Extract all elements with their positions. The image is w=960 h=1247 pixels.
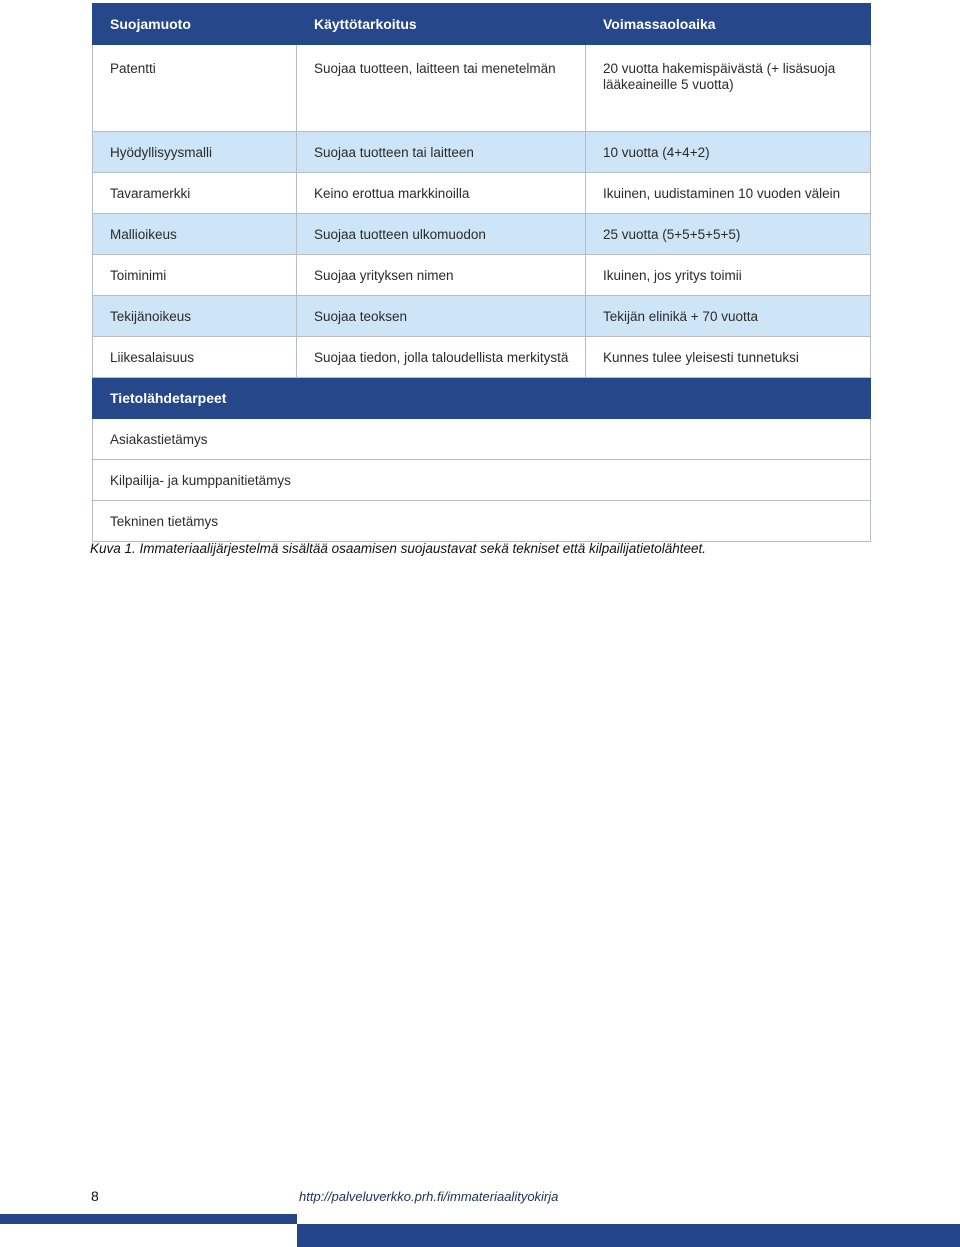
cell-protection-form: Toiminimi [93, 255, 297, 296]
cell-protection-form: Tavaramerkki [93, 173, 297, 214]
cell-protection-form: Liikesalaisuus [93, 337, 297, 378]
table-row [93, 337, 871, 378]
page-number: 8 [91, 1188, 99, 1204]
footer-url-link[interactable]: http://palveluverkko.prh.fi/immateriaalityokirja [299, 1189, 559, 1204]
section-item: Kilpailija- ja kumppanitietämys [93, 460, 871, 501]
cell-validity: Kunnes tulee yleisesti tunnetuksi [586, 337, 871, 378]
cell-purpose: Suojaa tuotteen tai laitteen [297, 132, 586, 173]
cell-validity: 25 vuotta (5+5+5+5+5) [586, 214, 871, 255]
cell-purpose: Keino erottua markkinoilla [297, 173, 586, 214]
table-row [93, 501, 871, 542]
cell-protection-form: Mallioikeus [93, 214, 297, 255]
ip-protection-table [92, 3, 871, 542]
table-row [93, 255, 871, 296]
table-row [93, 214, 871, 255]
cell-purpose: Suojaa tuotteen ulkomuodon [297, 214, 586, 255]
section-header-row [93, 378, 871, 419]
cell-validity: Ikuinen, jos yritys toimii [586, 255, 871, 296]
cell-purpose: Suojaa tuotteen, laitteen tai menetelmän [297, 45, 586, 132]
cell-validity: 10 vuotta (4+4+2) [586, 132, 871, 173]
section-item: Tekninen tietämys [93, 501, 871, 542]
cell-purpose: Suojaa yrityksen nimen [297, 255, 586, 296]
section-item: Asiakastietämys [93, 419, 871, 460]
table-row [93, 45, 871, 132]
table-row [93, 173, 871, 214]
footer-band [0, 1214, 960, 1247]
cell-purpose: Suojaa teoksen [297, 296, 586, 337]
cell-validity: 20 vuotta hakemispäivästä (+ lisäsuoja lääkeaineille 5 vuotta) [586, 45, 871, 132]
cell-validity: Ikuinen, uudistaminen 10 vuoden välein [586, 173, 871, 214]
cell-protection-form: Patentti [93, 45, 297, 132]
cell-protection-form: Hyödyllisyysmalli [93, 132, 297, 173]
figure-caption: Kuva 1. Immateriaalijärjestelmä sisältää osaamisen suojaustavat sekä tekniset että kilpailijatietolähteet. [90, 541, 707, 556]
footer-band-left [0, 1214, 297, 1224]
cell-validity: Tekijän elinikä + 70 vuotta [586, 296, 871, 337]
table-row [93, 296, 871, 337]
cell-protection-form: Tekijänoikeus [93, 296, 297, 337]
section-header-information-sources: Tietolähdetarpeet [93, 378, 871, 419]
table-header-row [93, 4, 871, 45]
table-row [93, 132, 871, 173]
table-row [93, 460, 871, 501]
header-validity: Voimassaoloaika [586, 4, 871, 45]
header-protection-form: Suojamuoto [93, 4, 297, 45]
footer-band-right [297, 1224, 960, 1247]
header-purpose: Käyttötarkoitus [297, 4, 586, 45]
table-row [93, 419, 871, 460]
cell-purpose: Suojaa tiedon, jolla taloudellista merkitystä [297, 337, 586, 378]
